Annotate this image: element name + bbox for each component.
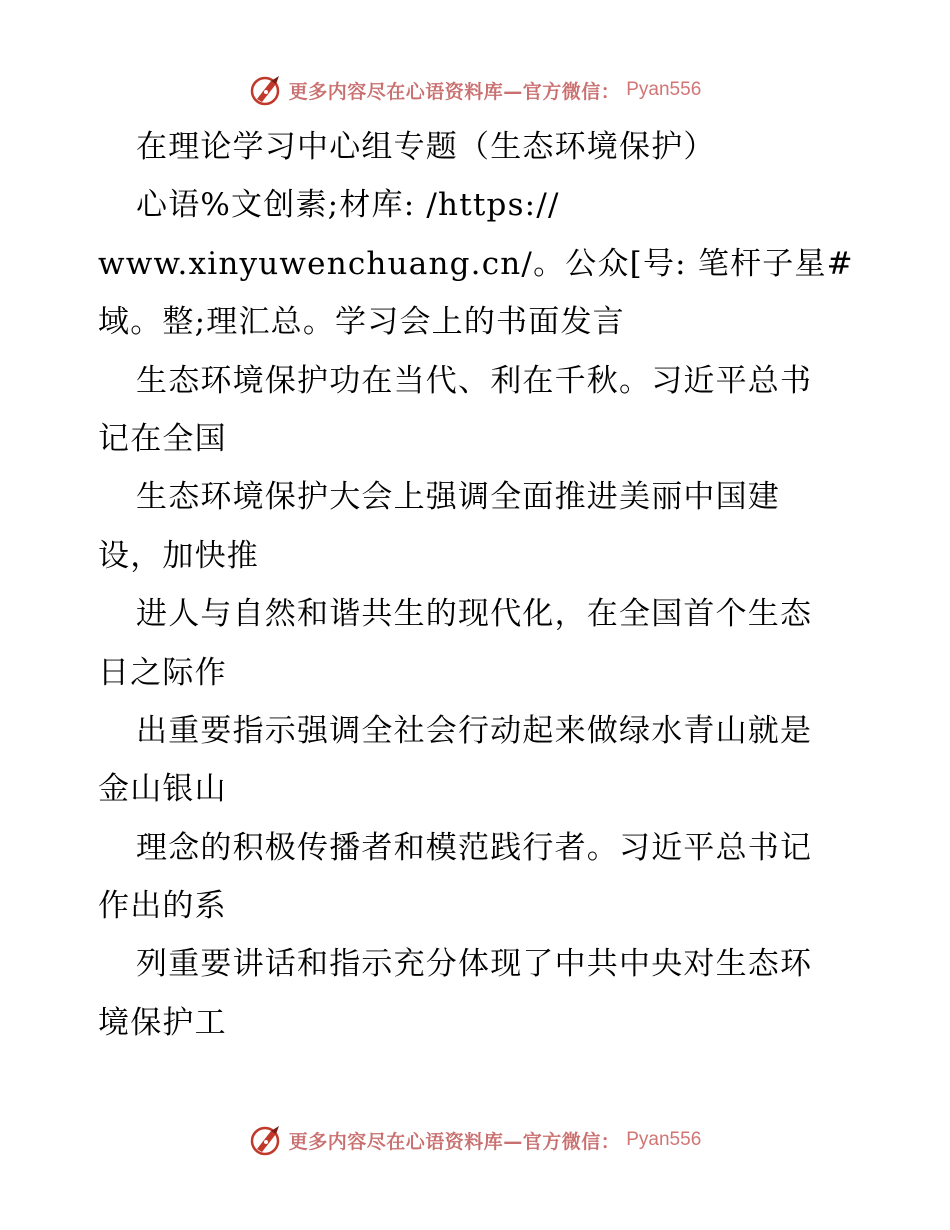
paragraph-line: 列重要讲话和指示充分体现了中共中央对生态环: [136, 946, 813, 983]
paragraph-line: 日之际作: [98, 654, 227, 691]
header-wechat-id: Pyan556: [626, 79, 702, 100]
paragraph-line: 金山银山: [98, 771, 227, 808]
paragraph-line: 生态环境保护功在当代、利在千秋。习近平总书: [136, 362, 813, 399]
paragraph-line: 进人与自然和谐共生的现代化，在全国首个生态: [136, 596, 813, 633]
paragraph-line: www.xinyuwenchuang.cn/。公众[号: 笔杆子星#: [98, 245, 854, 282]
paragraph-line: 作出的系: [98, 888, 227, 925]
footer-banner: [0, 1120, 950, 1160]
pen-nib-logo-icon: [249, 1123, 283, 1157]
header-banner-text: 更多内容尽在心语资料库—官方微信：: [288, 80, 621, 103]
paragraph-line: 设，加快推: [98, 537, 259, 574]
paragraph-line: 记在全国: [98, 420, 227, 457]
footer-banner-text: 更多内容尽在心语资料库—官方微信：: [288, 1130, 621, 1153]
paragraph-line: 生态环境保护大会上强调全面推进美丽中国建: [136, 479, 780, 516]
paragraph-line: 境保护工: [98, 1004, 227, 1041]
paragraph-line: 理念的积极传播者和模范践行者。习近平总书记: [136, 829, 813, 866]
paragraph-line: 出重要指示强调全社会行动起来做绿水青山就是: [136, 712, 813, 749]
header-banner: [0, 70, 950, 110]
pen-nib-logo-icon: [249, 73, 283, 107]
paragraph-line: 域。整;理汇总。学习会上的书面发言: [98, 304, 625, 341]
footer-wechat-id: Pyan556: [626, 1129, 702, 1150]
document-body: [98, 118, 878, 1052]
paragraph-line: 心语%文创素;材库: /https://: [136, 187, 560, 224]
paragraph-line: 在理论学习中心组专题（生态环境保护）: [136, 129, 716, 165]
